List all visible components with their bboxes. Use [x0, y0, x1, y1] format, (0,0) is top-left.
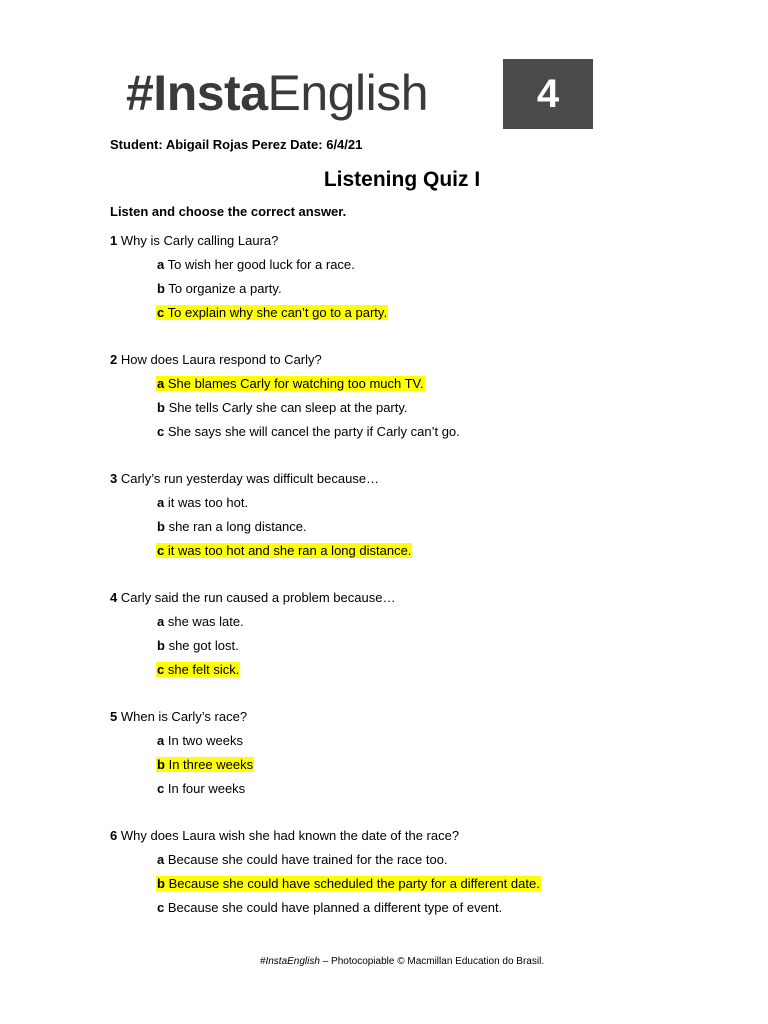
option-letter: b: [157, 281, 165, 296]
student-line: Student: Abigail Rojas Perez Date: 6/4/21: [110, 137, 363, 152]
answer-text-wrapper: [156, 900, 503, 915]
answer-option: [110, 610, 670, 634]
option-letter: c: [157, 662, 165, 677]
insta-english-logo: [126, 60, 428, 126]
highlighted-answer: [156, 662, 240, 677]
option-letter: a: [157, 495, 165, 510]
question-prompt: How does Laura respond to Carly?: [120, 352, 322, 367]
question-number: 6: [110, 828, 118, 843]
option-letter: b: [157, 876, 165, 891]
highlighted-answer: [156, 543, 412, 558]
option-letter: a: [157, 257, 165, 272]
footer: [0, 956, 768, 967]
question-prompt: Carly’s run yesterday was difficult because…: [120, 471, 380, 486]
answer-text-wrapper: [156, 638, 240, 653]
option-text: To explain why she can’t go to a party.: [167, 305, 388, 320]
highlighted-answer: [156, 376, 425, 391]
question-prompt: Carly said the run caused a problem because…: [120, 590, 396, 605]
answer-option: [110, 372, 670, 396]
option-letter: b: [157, 400, 165, 415]
instructions: Listen and choose the correct answer.: [110, 204, 347, 219]
option-text: She tells Carly she can sleep at the party.: [168, 400, 408, 415]
footer-text: – Photocopiable © Macmillan Education do Brasil.: [319, 956, 545, 967]
option-text: it was too hot and she ran a long distance.: [167, 543, 412, 558]
answer-option: [110, 420, 670, 444]
answer-option: [110, 872, 670, 896]
answer-option: [110, 396, 670, 420]
question-text: [110, 586, 670, 610]
answer-option: [110, 491, 670, 515]
question-text: [110, 229, 670, 253]
question-item: [110, 348, 670, 444]
answer-option: [110, 658, 670, 682]
answer-text-wrapper: [156, 519, 308, 534]
highlighted-answer: [156, 876, 541, 891]
question-number: 2: [110, 352, 118, 367]
highlighted-answer: [156, 757, 254, 772]
answer-text-wrapper: [156, 733, 244, 748]
answer-option: [110, 253, 670, 277]
option-text: She says she will cancel the party if Carly can’t go.: [167, 424, 460, 439]
question-item: [110, 705, 670, 801]
answer-text-wrapper: [156, 852, 449, 867]
option-text: In four weeks: [167, 781, 246, 796]
option-text: To organize a party.: [168, 281, 282, 296]
answer-text-wrapper: [156, 281, 283, 296]
question-number: 3: [110, 471, 118, 486]
question-text: [110, 348, 670, 372]
option-text: In two weeks: [167, 733, 244, 748]
answer-text-wrapper: [156, 257, 356, 272]
option-text: she felt sick.: [167, 662, 240, 677]
option-letter: c: [157, 781, 165, 796]
option-text: Because she could have scheduled the party for a different date.: [168, 876, 540, 891]
question-item: [110, 824, 670, 920]
option-letter: c: [157, 900, 165, 915]
answer-text-wrapper: [156, 781, 246, 796]
answer-option: [110, 539, 670, 563]
answer-text-wrapper: [156, 495, 249, 510]
answer-option: [110, 515, 670, 539]
answer-option: [110, 729, 670, 753]
question-number: 1: [110, 233, 118, 248]
option-letter: a: [157, 376, 165, 391]
answer-text-wrapper: [156, 614, 245, 629]
highlighted-answer: [156, 305, 388, 320]
answer-option: [110, 848, 670, 872]
option-text: she got lost.: [168, 638, 239, 653]
option-text: She blames Carly for watching too much TV.: [167, 376, 424, 391]
answer-text-wrapper: [156, 424, 461, 439]
answer-text-wrapper: [156, 400, 409, 415]
option-letter: b: [157, 757, 165, 772]
logo-bold-text: #Insta: [126, 65, 268, 121]
question-prompt: Why is Carly calling Laura?: [120, 233, 279, 248]
option-text: To wish her good luck for a race.: [167, 257, 355, 272]
answer-option: [110, 777, 670, 801]
question-text: [110, 467, 670, 491]
question-item: [110, 467, 670, 563]
question-text: [110, 705, 670, 729]
answer-option: [110, 301, 670, 325]
question-prompt: Why does Laura wish she had known the date of the race?: [120, 828, 460, 843]
question-item: [110, 229, 670, 325]
page-title: Listening Quiz I: [323, 168, 481, 191]
answer-option: [110, 753, 670, 777]
level-number: 4: [536, 71, 560, 116]
option-letter: b: [157, 638, 165, 653]
answer-option: [110, 896, 670, 920]
answer-option: [110, 277, 670, 301]
question-number: 4: [110, 590, 118, 605]
question-number: 5: [110, 709, 118, 724]
option-letter: c: [157, 424, 165, 439]
option-text: she ran a long distance.: [168, 519, 307, 534]
footer-brand: #InstaEnglish: [259, 956, 320, 967]
question-list: [110, 229, 670, 943]
option-text: Because she could have planned a different type of event.: [167, 900, 503, 915]
option-letter: a: [157, 614, 165, 629]
question-text: [110, 824, 670, 848]
option-letter: a: [157, 852, 165, 867]
option-letter: a: [157, 733, 165, 748]
answer-option: [110, 634, 670, 658]
option-text: Because she could have trained for the race too.: [167, 852, 448, 867]
option-text: she was late.: [167, 614, 244, 629]
question-prompt: When is Carly’s race?: [120, 709, 248, 724]
option-letter: c: [157, 305, 165, 320]
option-text: In three weeks: [168, 757, 254, 772]
option-letter: c: [157, 543, 165, 558]
logo-light-text: English: [267, 65, 429, 121]
question-item: [110, 586, 670, 682]
level-badge: [503, 59, 593, 129]
option-letter: b: [157, 519, 165, 534]
option-text: it was too hot.: [167, 495, 249, 510]
